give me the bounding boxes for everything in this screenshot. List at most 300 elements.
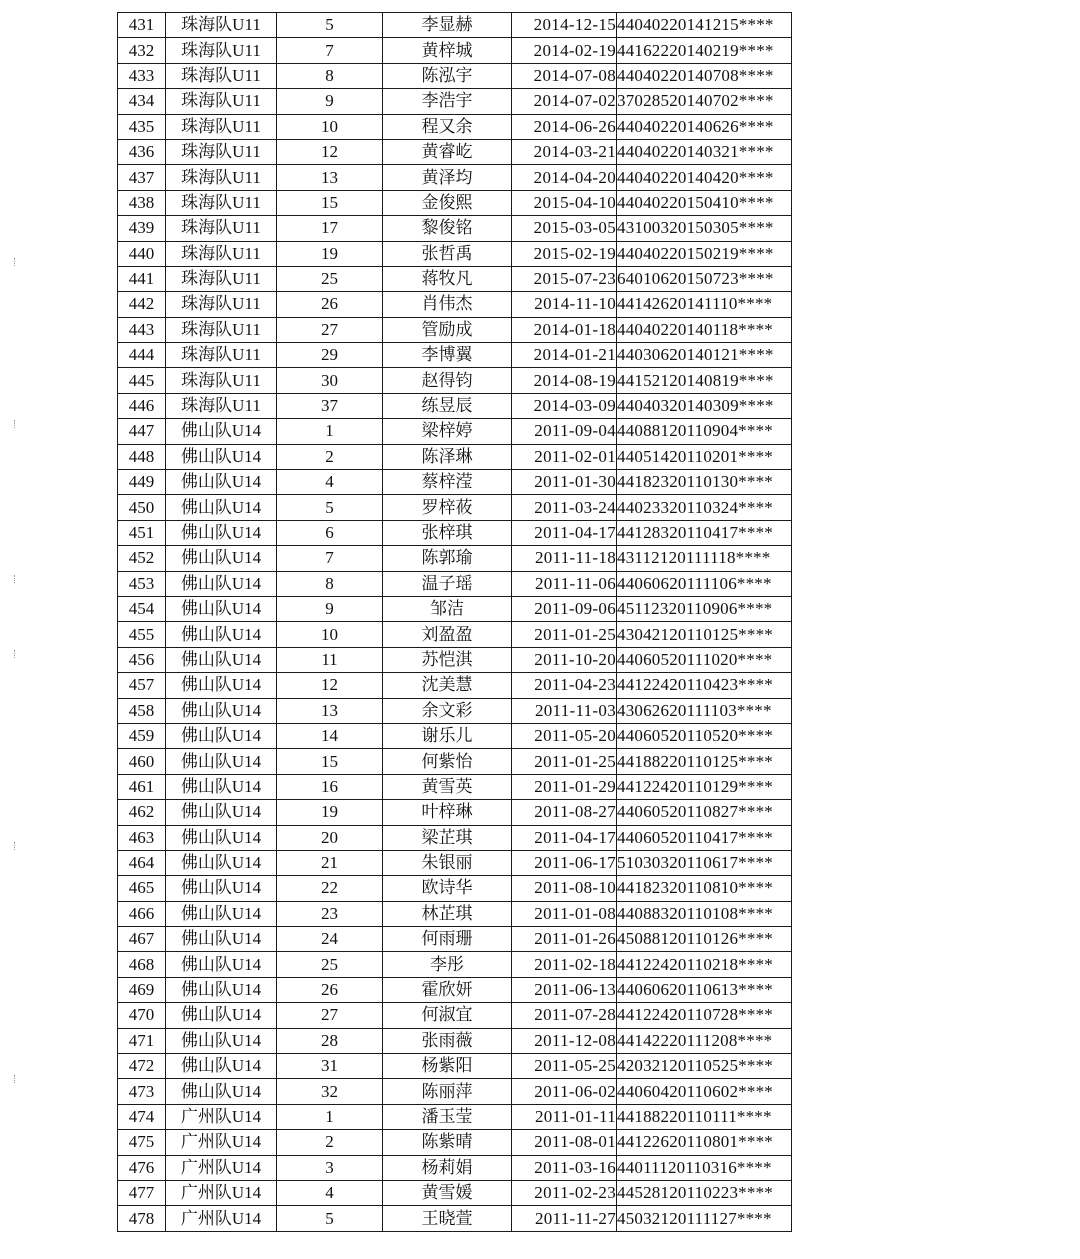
jersey-number-cell: 22 <box>277 876 383 901</box>
team-name-cell: 佛山队U14 <box>166 495 277 520</box>
table-row <box>118 850 792 875</box>
jersey-number-cell: 37 <box>277 393 383 418</box>
jersey-number-cell: 5 <box>277 495 383 520</box>
birth-date-cell: 2011-01-11 <box>512 1104 617 1129</box>
id-number-cell: 44122420110129**** <box>617 774 792 799</box>
birth-date-cell: 2011-01-08 <box>512 901 617 926</box>
row-number-cell: 445 <box>118 368 166 393</box>
birth-date-cell: 2011-01-26 <box>512 927 617 952</box>
team-name-cell: 佛山队U14 <box>166 800 277 825</box>
table-row <box>118 952 792 977</box>
jersey-number-cell: 17 <box>277 216 383 241</box>
player-name-cell: 王晓萱 <box>383 1206 512 1231</box>
team-name-cell: 珠海队U11 <box>166 139 277 164</box>
table-row <box>118 1003 792 1028</box>
jersey-number-cell: 13 <box>277 698 383 723</box>
table-row <box>118 673 792 698</box>
jersey-number-cell: 23 <box>277 901 383 926</box>
player-name-cell: 黄雪英 <box>383 774 512 799</box>
jersey-number-cell: 32 <box>277 1079 383 1104</box>
id-number-cell: 44142620141110**** <box>617 292 792 317</box>
player-name-cell: 张哲禹 <box>383 241 512 266</box>
id-number-cell: 44088320110108**** <box>617 901 792 926</box>
row-number-cell: 468 <box>118 952 166 977</box>
player-name-cell: 赵得钧 <box>383 368 512 393</box>
team-name-cell: 佛山队U14 <box>166 647 277 672</box>
table-row <box>118 723 792 748</box>
player-name-cell: 张梓琪 <box>383 520 512 545</box>
row-number-cell: 448 <box>118 444 166 469</box>
player-name-cell: 潘玉莹 <box>383 1104 512 1129</box>
table-row <box>118 1206 792 1231</box>
birth-date-cell: 2011-07-28 <box>512 1003 617 1028</box>
player-name-cell: 杨紫阳 <box>383 1054 512 1079</box>
scan-artifact <box>14 1075 17 1083</box>
id-number-cell: 44040320140309**** <box>617 393 792 418</box>
birth-date-cell: 2011-01-30 <box>512 470 617 495</box>
id-number-cell: 43112120111118**** <box>617 546 792 571</box>
id-number-cell: 44030620140121**** <box>617 343 792 368</box>
player-name-cell: 蒋牧凡 <box>383 266 512 291</box>
row-number-cell: 456 <box>118 647 166 672</box>
player-name-cell: 李彤 <box>383 952 512 977</box>
team-name-cell: 珠海队U11 <box>166 317 277 342</box>
player-name-cell: 黎俊铭 <box>383 216 512 241</box>
jersey-number-cell: 7 <box>277 546 383 571</box>
team-name-cell: 珠海队U11 <box>166 13 277 38</box>
id-number-cell: 44188220110125**** <box>617 749 792 774</box>
row-number-cell: 437 <box>118 165 166 190</box>
birth-date-cell: 2014-08-19 <box>512 368 617 393</box>
id-number-cell: 44088120110904**** <box>617 419 792 444</box>
id-number-cell: 43100320150305**** <box>617 216 792 241</box>
player-roster-table <box>117 12 792 1232</box>
birth-date-cell: 2014-12-15 <box>512 13 617 38</box>
row-number-cell: 455 <box>118 622 166 647</box>
birth-date-cell: 2011-02-01 <box>512 444 617 469</box>
table-row <box>118 1130 792 1155</box>
table-row <box>118 800 792 825</box>
id-number-cell: 44040220140420**** <box>617 165 792 190</box>
row-number-cell: 471 <box>118 1028 166 1053</box>
player-name-cell: 黄雪媛 <box>383 1180 512 1205</box>
birth-date-cell: 2011-04-23 <box>512 673 617 698</box>
jersey-number-cell: 1 <box>277 419 383 444</box>
row-number-cell: 453 <box>118 571 166 596</box>
team-name-cell: 珠海队U11 <box>166 393 277 418</box>
birth-date-cell: 2011-10-20 <box>512 647 617 672</box>
row-number-cell: 476 <box>118 1155 166 1180</box>
team-name-cell: 珠海队U11 <box>166 216 277 241</box>
scan-artifact <box>14 258 17 266</box>
row-number-cell: 447 <box>118 419 166 444</box>
table-row <box>118 292 792 317</box>
id-number-cell: 45112320110906**** <box>617 596 792 621</box>
table-row <box>118 622 792 647</box>
table-row <box>118 977 792 1002</box>
id-number-cell: 44040220140321**** <box>617 139 792 164</box>
id-number-cell: 44060620111106**** <box>617 571 792 596</box>
table-row <box>118 825 792 850</box>
birth-date-cell: 2011-04-17 <box>512 520 617 545</box>
player-name-cell: 苏恺淇 <box>383 647 512 672</box>
team-name-cell: 佛山队U14 <box>166 470 277 495</box>
jersey-number-cell: 13 <box>277 165 383 190</box>
id-number-cell: 45032120111127**** <box>617 1206 792 1231</box>
birth-date-cell: 2011-06-17 <box>512 850 617 875</box>
id-number-cell: 43042120110125**** <box>617 622 792 647</box>
jersey-number-cell: 12 <box>277 673 383 698</box>
birth-date-cell: 2015-07-23 <box>512 266 617 291</box>
player-name-cell: 余文彩 <box>383 698 512 723</box>
row-number-cell: 463 <box>118 825 166 850</box>
table-row <box>118 1104 792 1129</box>
table-row <box>118 139 792 164</box>
team-name-cell: 佛山队U14 <box>166 952 277 977</box>
id-number-cell: 45088120110126**** <box>617 927 792 952</box>
id-number-cell: 44122420110423**** <box>617 673 792 698</box>
birth-date-cell: 2011-08-01 <box>512 1130 617 1155</box>
id-number-cell: 44040220140626**** <box>617 114 792 139</box>
jersey-number-cell: 12 <box>277 139 383 164</box>
team-name-cell: 佛山队U14 <box>166 571 277 596</box>
id-number-cell: 44162220140219**** <box>617 38 792 63</box>
player-name-cell: 梁芷琪 <box>383 825 512 850</box>
team-name-cell: 珠海队U11 <box>166 63 277 88</box>
table-row <box>118 63 792 88</box>
row-number-cell: 465 <box>118 876 166 901</box>
id-number-cell: 44122420110218**** <box>617 952 792 977</box>
id-number-cell: 37028520140702**** <box>617 89 792 114</box>
birth-date-cell: 2011-01-29 <box>512 774 617 799</box>
id-number-cell: 44023320110324**** <box>617 495 792 520</box>
player-name-cell: 肖伟杰 <box>383 292 512 317</box>
birth-date-cell: 2011-08-10 <box>512 876 617 901</box>
team-name-cell: 佛山队U14 <box>166 622 277 647</box>
jersey-number-cell: 16 <box>277 774 383 799</box>
table-row <box>118 927 792 952</box>
table-row <box>118 749 792 774</box>
team-name-cell: 广州队U14 <box>166 1180 277 1205</box>
jersey-number-cell: 30 <box>277 368 383 393</box>
birth-date-cell: 2014-11-10 <box>512 292 617 317</box>
team-name-cell: 佛山队U14 <box>166 825 277 850</box>
player-name-cell: 李显赫 <box>383 13 512 38</box>
player-name-cell: 欧诗华 <box>383 876 512 901</box>
birth-date-cell: 2011-11-27 <box>512 1206 617 1231</box>
jersey-number-cell: 26 <box>277 977 383 1002</box>
table-row <box>118 571 792 596</box>
table-row <box>118 444 792 469</box>
row-number-cell: 431 <box>118 13 166 38</box>
table-row <box>118 1054 792 1079</box>
id-number-cell: 44040220140708**** <box>617 63 792 88</box>
player-name-cell: 温子瑶 <box>383 571 512 596</box>
table-row <box>118 241 792 266</box>
jersey-number-cell: 19 <box>277 800 383 825</box>
table-row <box>118 470 792 495</box>
team-name-cell: 佛山队U14 <box>166 546 277 571</box>
player-name-cell: 何紫怡 <box>383 749 512 774</box>
row-number-cell: 454 <box>118 596 166 621</box>
birth-date-cell: 2011-01-25 <box>512 622 617 647</box>
team-name-cell: 佛山队U14 <box>166 1028 277 1053</box>
table-row <box>118 165 792 190</box>
jersey-number-cell: 11 <box>277 647 383 672</box>
row-number-cell: 461 <box>118 774 166 799</box>
id-number-cell: 44040220150219**** <box>617 241 792 266</box>
jersey-number-cell: 2 <box>277 1130 383 1155</box>
team-name-cell: 佛山队U14 <box>166 419 277 444</box>
birth-date-cell: 2015-04-10 <box>512 190 617 215</box>
id-number-cell: 44122620110801**** <box>617 1130 792 1155</box>
jersey-number-cell: 15 <box>277 190 383 215</box>
jersey-number-cell: 9 <box>277 89 383 114</box>
team-name-cell: 珠海队U11 <box>166 165 277 190</box>
id-number-cell: 44051420110201**** <box>617 444 792 469</box>
row-number-cell: 438 <box>118 190 166 215</box>
row-number-cell: 475 <box>118 1130 166 1155</box>
row-number-cell: 472 <box>118 1054 166 1079</box>
row-number-cell: 442 <box>118 292 166 317</box>
id-number-cell: 44188220110111**** <box>617 1104 792 1129</box>
birth-date-cell: 2011-11-06 <box>512 571 617 596</box>
jersey-number-cell: 10 <box>277 114 383 139</box>
team-name-cell: 佛山队U14 <box>166 927 277 952</box>
jersey-number-cell: 8 <box>277 571 383 596</box>
row-number-cell: 443 <box>118 317 166 342</box>
id-number-cell: 44060520110417**** <box>617 825 792 850</box>
birth-date-cell: 2011-11-03 <box>512 698 617 723</box>
player-name-cell: 林芷琪 <box>383 901 512 926</box>
id-number-cell: 44040220140118**** <box>617 317 792 342</box>
player-name-cell: 梁梓婷 <box>383 419 512 444</box>
birth-date-cell: 2011-06-02 <box>512 1079 617 1104</box>
jersey-number-cell: 14 <box>277 723 383 748</box>
team-name-cell: 佛山队U14 <box>166 876 277 901</box>
row-number-cell: 452 <box>118 546 166 571</box>
team-name-cell: 珠海队U11 <box>166 241 277 266</box>
row-number-cell: 435 <box>118 114 166 139</box>
table-row <box>118 901 792 926</box>
jersey-number-cell: 29 <box>277 343 383 368</box>
table-row <box>118 13 792 38</box>
jersey-number-cell: 1 <box>277 1104 383 1129</box>
birth-date-cell: 2014-06-26 <box>512 114 617 139</box>
id-number-cell: 44060620110613**** <box>617 977 792 1002</box>
player-name-cell: 李博翼 <box>383 343 512 368</box>
table-row <box>118 317 792 342</box>
id-number-cell: 44152120140819**** <box>617 368 792 393</box>
id-number-cell: 51030320110617**** <box>617 850 792 875</box>
birth-date-cell: 2011-09-04 <box>512 419 617 444</box>
birth-date-cell: 2011-03-16 <box>512 1155 617 1180</box>
jersey-number-cell: 27 <box>277 317 383 342</box>
row-number-cell: 433 <box>118 63 166 88</box>
id-number-cell: 44040220150410**** <box>617 190 792 215</box>
row-number-cell: 444 <box>118 343 166 368</box>
row-number-cell: 436 <box>118 139 166 164</box>
row-number-cell: 477 <box>118 1180 166 1205</box>
row-number-cell: 450 <box>118 495 166 520</box>
table-row <box>118 647 792 672</box>
jersey-number-cell: 5 <box>277 1206 383 1231</box>
player-name-cell: 罗梓莜 <box>383 495 512 520</box>
player-name-cell: 练昱辰 <box>383 393 512 418</box>
player-name-cell: 何淑宜 <box>383 1003 512 1028</box>
team-name-cell: 佛山队U14 <box>166 977 277 1002</box>
scan-artifact <box>14 650 17 658</box>
team-name-cell: 珠海队U11 <box>166 368 277 393</box>
player-name-cell: 谢乐儿 <box>383 723 512 748</box>
birth-date-cell: 2011-05-25 <box>512 1054 617 1079</box>
id-number-cell: 44142220111208**** <box>617 1028 792 1053</box>
jersey-number-cell: 26 <box>277 292 383 317</box>
scan-artifact <box>14 575 17 583</box>
jersey-number-cell: 4 <box>277 1180 383 1205</box>
id-number-cell: 44128320110417**** <box>617 520 792 545</box>
team-name-cell: 珠海队U11 <box>166 292 277 317</box>
birth-date-cell: 2014-03-09 <box>512 393 617 418</box>
team-name-cell: 广州队U14 <box>166 1130 277 1155</box>
player-name-cell: 蔡梓滢 <box>383 470 512 495</box>
id-number-cell: 44122420110728**** <box>617 1003 792 1028</box>
team-name-cell: 佛山队U14 <box>166 520 277 545</box>
id-number-cell: 44528120110223**** <box>617 1180 792 1205</box>
birth-date-cell: 2011-12-08 <box>512 1028 617 1053</box>
birth-date-cell: 2014-01-21 <box>512 343 617 368</box>
team-name-cell: 佛山队U14 <box>166 1054 277 1079</box>
team-name-cell: 珠海队U11 <box>166 114 277 139</box>
row-number-cell: 457 <box>118 673 166 698</box>
birth-date-cell: 2011-04-17 <box>512 825 617 850</box>
row-number-cell: 432 <box>118 38 166 63</box>
jersey-number-cell: 6 <box>277 520 383 545</box>
team-name-cell: 佛山队U14 <box>166 749 277 774</box>
row-number-cell: 473 <box>118 1079 166 1104</box>
team-name-cell: 佛山队U14 <box>166 596 277 621</box>
player-name-cell: 李浩宇 <box>383 89 512 114</box>
table-row <box>118 38 792 63</box>
team-name-cell: 广州队U14 <box>166 1104 277 1129</box>
player-name-cell: 黄睿屹 <box>383 139 512 164</box>
birth-date-cell: 2014-03-21 <box>512 139 617 164</box>
birth-date-cell: 2011-11-18 <box>512 546 617 571</box>
table-row <box>118 393 792 418</box>
roster-table-body <box>118 13 792 1232</box>
id-number-cell: 42032120110525**** <box>617 1054 792 1079</box>
player-name-cell: 金俊熙 <box>383 190 512 215</box>
player-name-cell: 陈泽琳 <box>383 444 512 469</box>
player-name-cell: 邹洁 <box>383 596 512 621</box>
player-name-cell: 朱银丽 <box>383 850 512 875</box>
table-row <box>118 698 792 723</box>
jersey-number-cell: 8 <box>277 63 383 88</box>
birth-date-cell: 2014-07-08 <box>512 63 617 88</box>
table-row <box>118 1180 792 1205</box>
row-number-cell: 469 <box>118 977 166 1002</box>
table-row <box>118 216 792 241</box>
team-name-cell: 佛山队U14 <box>166 901 277 926</box>
birth-date-cell: 2014-02-19 <box>512 38 617 63</box>
jersey-number-cell: 10 <box>277 622 383 647</box>
table-row <box>118 546 792 571</box>
player-name-cell: 黄梓城 <box>383 38 512 63</box>
scan-artifact <box>14 420 17 428</box>
birth-date-cell: 2014-07-02 <box>512 89 617 114</box>
player-name-cell: 霍欣妍 <box>383 977 512 1002</box>
row-number-cell: 470 <box>118 1003 166 1028</box>
team-name-cell: 珠海队U11 <box>166 266 277 291</box>
jersey-number-cell: 31 <box>277 1054 383 1079</box>
table-row <box>118 1155 792 1180</box>
birth-date-cell: 2011-05-20 <box>512 723 617 748</box>
team-name-cell: 珠海队U11 <box>166 343 277 368</box>
jersey-number-cell: 25 <box>277 952 383 977</box>
birth-date-cell: 2015-03-05 <box>512 216 617 241</box>
team-name-cell: 珠海队U11 <box>166 190 277 215</box>
id-number-cell: 43062620111103**** <box>617 698 792 723</box>
id-number-cell: 44182320110130**** <box>617 470 792 495</box>
team-name-cell: 佛山队U14 <box>166 444 277 469</box>
row-number-cell: 446 <box>118 393 166 418</box>
id-number-cell: 64010620150723**** <box>617 266 792 291</box>
jersey-number-cell: 7 <box>277 38 383 63</box>
table-row <box>118 419 792 444</box>
player-name-cell: 何雨珊 <box>383 927 512 952</box>
player-name-cell: 管励成 <box>383 317 512 342</box>
jersey-number-cell: 4 <box>277 470 383 495</box>
team-name-cell: 珠海队U11 <box>166 38 277 63</box>
jersey-number-cell: 21 <box>277 850 383 875</box>
row-number-cell: 467 <box>118 927 166 952</box>
table-row <box>118 89 792 114</box>
id-number-cell: 44040220141215**** <box>617 13 792 38</box>
jersey-number-cell: 25 <box>277 266 383 291</box>
birth-date-cell: 2011-09-06 <box>512 596 617 621</box>
jersey-number-cell: 24 <box>277 927 383 952</box>
player-name-cell: 陈郭瑜 <box>383 546 512 571</box>
player-name-cell: 叶梓琳 <box>383 800 512 825</box>
birth-date-cell: 2011-02-23 <box>512 1180 617 1205</box>
row-number-cell: 462 <box>118 800 166 825</box>
jersey-number-cell: 2 <box>277 444 383 469</box>
table-row <box>118 495 792 520</box>
player-name-cell: 陈紫晴 <box>383 1130 512 1155</box>
table-row <box>118 1028 792 1053</box>
row-number-cell: 440 <box>118 241 166 266</box>
table-row <box>118 876 792 901</box>
row-number-cell: 459 <box>118 723 166 748</box>
id-number-cell: 44060420110602**** <box>617 1079 792 1104</box>
row-number-cell: 460 <box>118 749 166 774</box>
table-row <box>118 1079 792 1104</box>
team-name-cell: 广州队U14 <box>166 1155 277 1180</box>
team-name-cell: 珠海队U11 <box>166 89 277 114</box>
jersey-number-cell: 5 <box>277 13 383 38</box>
birth-date-cell: 2014-04-20 <box>512 165 617 190</box>
row-number-cell: 439 <box>118 216 166 241</box>
jersey-number-cell: 9 <box>277 596 383 621</box>
birth-date-cell: 2011-03-24 <box>512 495 617 520</box>
row-number-cell: 458 <box>118 698 166 723</box>
jersey-number-cell: 15 <box>277 749 383 774</box>
row-number-cell: 451 <box>118 520 166 545</box>
row-number-cell: 441 <box>118 266 166 291</box>
table-row <box>118 266 792 291</box>
player-name-cell: 张雨薇 <box>383 1028 512 1053</box>
id-number-cell: 44060520110520**** <box>617 723 792 748</box>
